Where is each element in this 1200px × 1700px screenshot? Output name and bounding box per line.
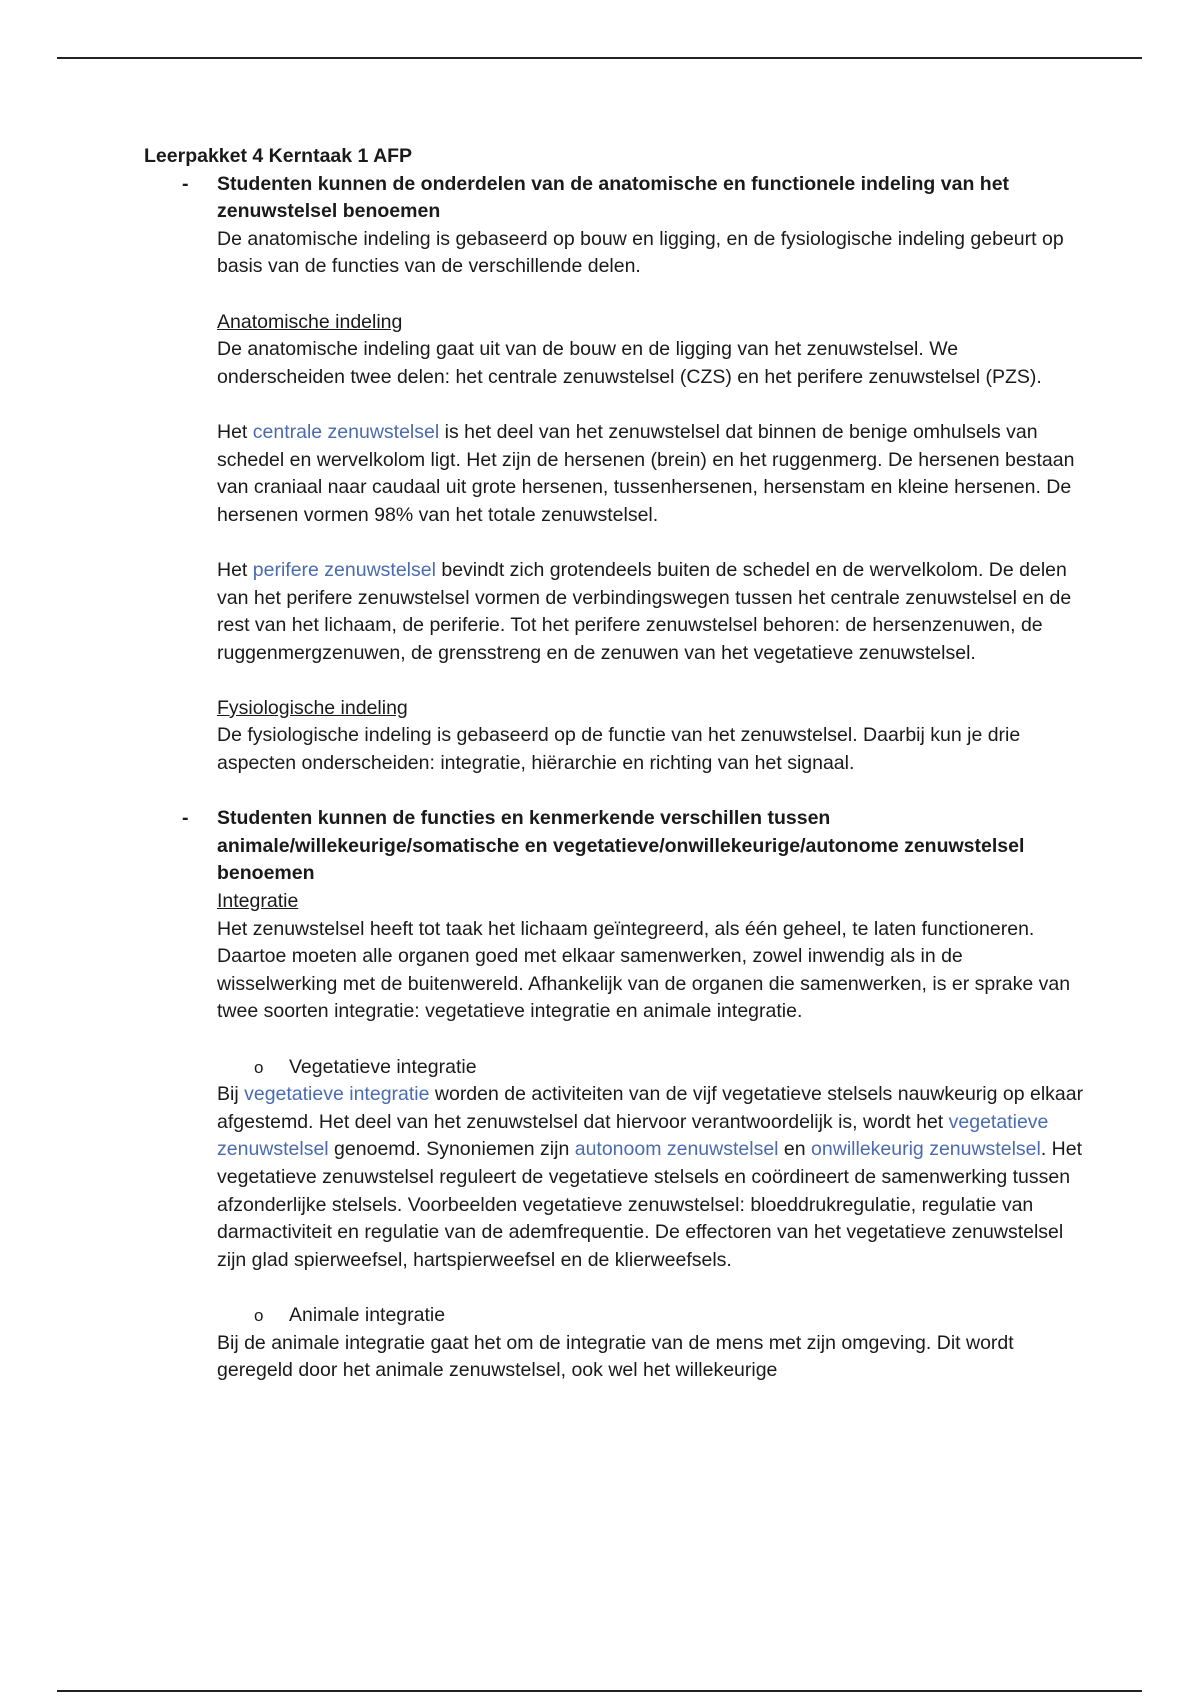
- section-functions: [144, 805, 1084, 1384]
- paragraph-fysiologische: De fysiologische indeling is gebaseerd op de functie van het zenuwstelsel. Daarbij kun je drie aspecten onderscheiden: integratie, hiërarchie en richting van het signaal.: [217, 724, 1021, 775]
- paragraph-vegetatieve: Bij vegetatieve integratie worden de activiteiten van de vijf vegetatieve stelsels nauwkeurig op elkaar afgestemd. Het deel van het zenuwstelsel dat hiervoor verantwoordelijk is, wordt het vegetatieve zenuwstelsel genoemd. Synoniemen zijn autonoom zenuwstelsel en onwillekeurig zenuwstelsel. Het vegetatieve zenuwstelsel reguleert de vegetatieve stelsels en coördineert de samenwerking tussen afzonderlijke stelsels. Voorbeelden vegetatieve zenuwstelsel: bloeddrukregulatie, regulatie van darmactiviteit en regulatie van de ademfrequentie. De effectoren van het vegetatieve zenuwstelsel zijn glad spierweefsel, hartspierweefsel en de klierweefsels.: [217, 1083, 1084, 1271]
- section-anatomy: [144, 171, 1084, 778]
- link-vegetatieve-integratie[interactable]: vegetatieve integratie: [244, 1083, 430, 1106]
- document-title: Leerpakket 4 Kerntaak 1 AFP: [144, 145, 413, 167]
- subheading-anatomische-indeling: Anatomische indeling: [217, 310, 403, 333]
- list-item-animale: o Animale integratie: [217, 1302, 1084, 1330]
- document-body: [144, 143, 1084, 1385]
- paragraph-intro: De anatomische indeling is gebaseerd op bouw en ligging, en de fysiologische indeling gebeurt op basis van de functies van de verschillende delen.: [217, 227, 1064, 278]
- paragraph-anatomische: De anatomische indeling gaat uit van de bouw en de ligging van het zenuwstelsel. We onderscheiden twee delen: het centrale zenuwstelsel (CZS) en het perifere zenuwstelsel (PZS).: [217, 338, 1042, 388]
- section-heading: Studenten kunnen de onderdelen van de anatomische en functionele indeling van het zenuwstelsel benoemen: [217, 172, 1010, 223]
- link-vegetatieve-zenuwstelsel[interactable]: vegetatieve zenuwstelsel: [217, 1110, 1049, 1161]
- link-centrale-zenuwstelsel[interactable]: centrale zenuwstelsel: [252, 420, 440, 443]
- subheading-integratie: Integratie: [217, 890, 299, 913]
- paragraph-czs: Het centrale zenuwstelsel is het deel van het zenuwstelsel dat binnen de benige omhulsels van schedel en wervelkolom ligt. Het zijn de hersenen (brein) en het ruggenmerg. De hersenen bestaan van craniaal naar caudaal uit grote hersenen, tussenhersenen, hersenstam en kleine hersenen. De hersenen vormen 98% van het totale zenuwstelsel.: [217, 420, 1075, 526]
- section-heading: Studenten kunnen de functies en kenmerkende verschillen tussen animale/willekeurige/somatische en vegetatieve/onwillekeurige/autonome zenuwstelsel benoemen: [217, 807, 1025, 885]
- top-rule: [57, 57, 1142, 59]
- subheading-fysiologische-indeling: Fysiologische indeling: [217, 696, 408, 719]
- link-autonoom-zenuwstelsel[interactable]: autonoom zenuwstelsel: [574, 1138, 779, 1161]
- paragraph-integratie: Het zenuwstelsel heeft tot taak het lichaam geïntegreerd, als één geheel, te laten functioneren. Daartoe moeten alle organen goed met elkaar samenwerken, zowel inwendig als in de wisselwerking met de buitenwereld. Afhankelijk van de organen die samenwerken, is er sprake van twee soorten integratie: vegetatieve integratie en animale integratie.: [217, 917, 1071, 1023]
- paragraph-animale: Bij de animale integratie gaat het om de integratie van de mens met zijn omgeving. Dit wordt geregeld door het animale zenuwstelsel, ook wel het willekeurige: [217, 1331, 1014, 1382]
- circle-bullet-icon: o: [254, 1057, 264, 1077]
- link-perifere-zenuwstelsel[interactable]: perifere zenuwstelsel: [252, 558, 436, 581]
- circle-bullet-icon: o: [254, 1305, 264, 1325]
- paragraph-pzs: Het perifere zenuwstelsel bevindt zich grotendeels buiten de schedel en de wervelkolom. De delen van het perifere zenuwstelsel vormen de verbindingswegen tussen het centrale zenuwstelsel en de rest van het lichaam, de periferie. Tot het perifere zenuwstelsel behoren: de hersenzenuwen, de ruggenmergzenuwen, de grensstreng en de zenuwen van het vegetatieve zenuwstelsel.: [217, 558, 1072, 664]
- bottom-rule: [57, 1690, 1142, 1692]
- list-bullet: -: [182, 807, 189, 830]
- list-item-vegetatieve: o Vegetatieve integratie: [217, 1054, 1084, 1082]
- link-onwillekeurig-zenuwstelsel[interactable]: onwillekeurig zenuwstelsel: [811, 1138, 1041, 1161]
- list-bullet: -: [182, 172, 189, 195]
